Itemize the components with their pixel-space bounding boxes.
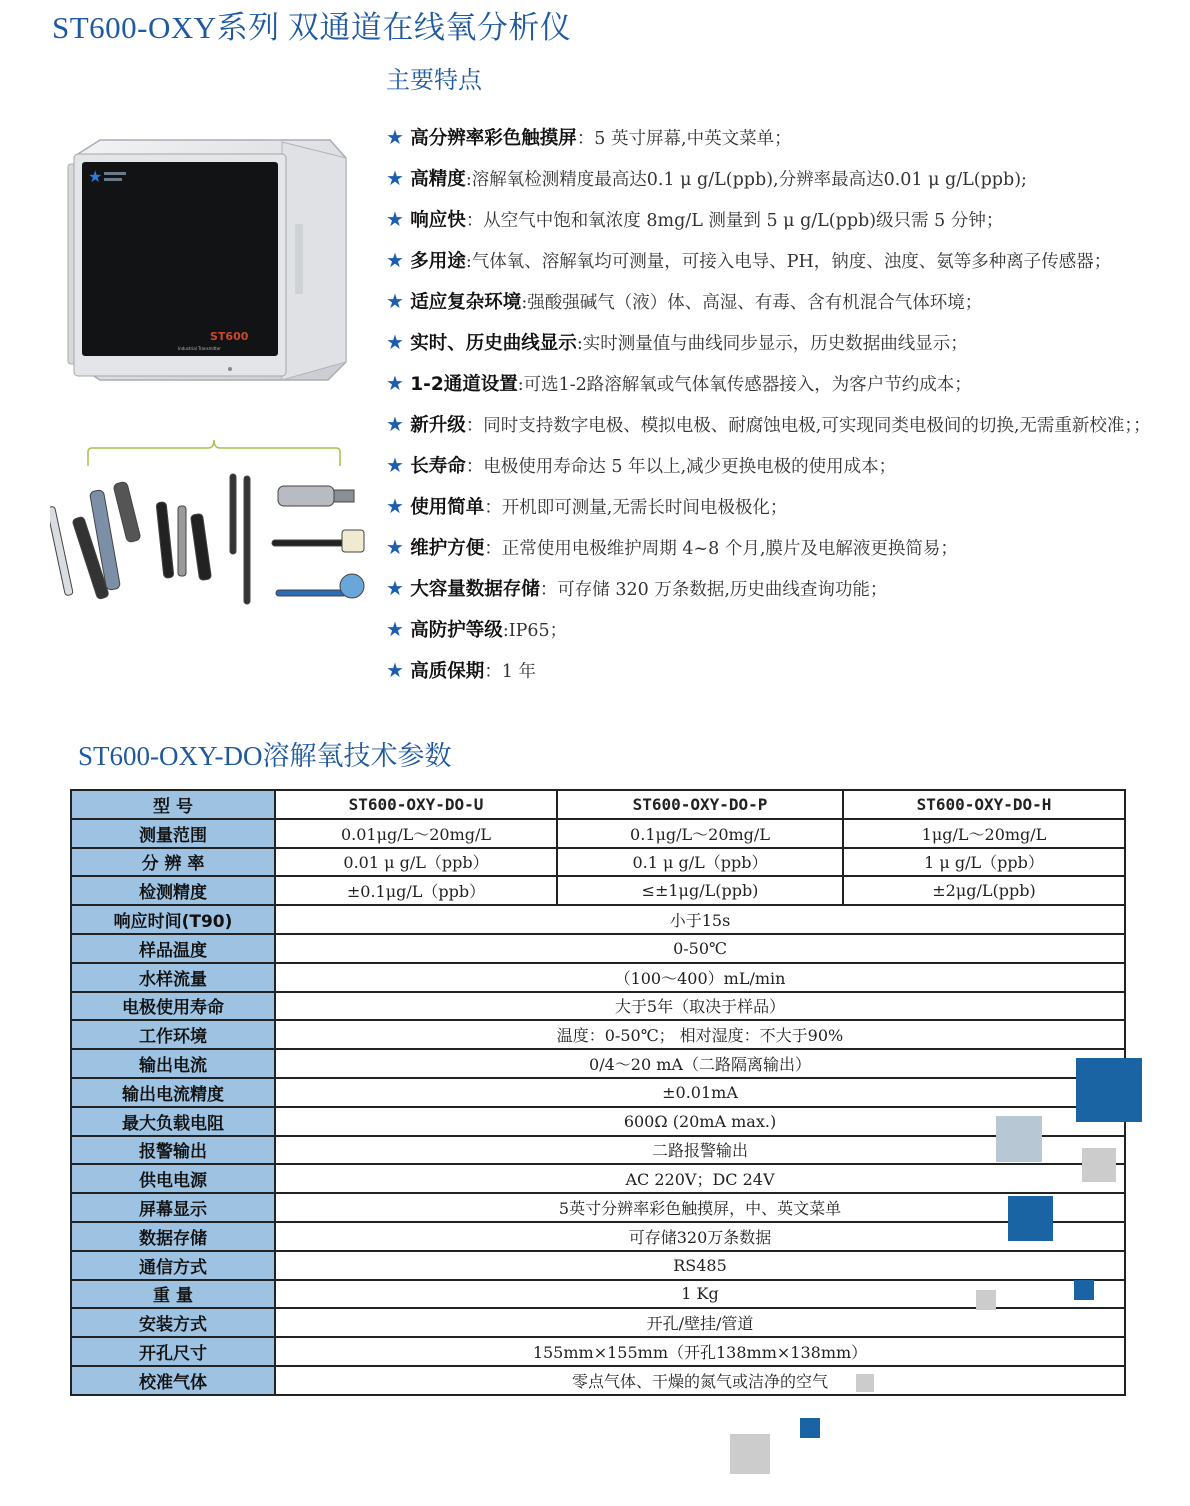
model-header: ST600-OXY-DO-U — [275, 790, 557, 819]
table-row — [71, 819, 1125, 848]
feature-item: ★ 大容量数据存储：可存储 320 万条数据,历史曲线查询功能； — [386, 576, 888, 600]
table-row — [71, 1308, 1125, 1337]
row-label: 供电电源 — [71, 1164, 275, 1193]
table-header-row — [71, 790, 1125, 819]
star-icon: ★ — [386, 412, 411, 436]
row-label: 输出电流 — [71, 1049, 275, 1078]
star-icon: ★ — [386, 535, 411, 559]
svg-text:Industrial Transmitter: Industrial Transmitter — [178, 346, 221, 351]
row-label: 水样流量 — [71, 963, 275, 992]
star-icon: ★ — [386, 166, 411, 190]
table-row — [71, 963, 1125, 992]
svg-text:ST600: ST600 — [210, 330, 249, 343]
table-row — [71, 934, 1125, 963]
cell-value: 大于5年（取决于样品） — [275, 992, 1125, 1021]
star-icon: ★ — [386, 453, 411, 477]
table-row — [71, 848, 1125, 877]
cell-value: ±2μg/L(ppb) — [843, 876, 1125, 905]
decor-square — [856, 1374, 874, 1392]
row-label: 重 量 — [71, 1280, 275, 1309]
star-icon: ★ — [386, 371, 411, 395]
row-label: 最大负载电阻 — [71, 1107, 275, 1136]
table-row — [71, 1164, 1125, 1193]
model-header: ST600-OXY-DO-H — [843, 790, 1125, 819]
decor-square — [1076, 1058, 1142, 1122]
table-row — [71, 1366, 1125, 1395]
cell-value: 600Ω (20mA max.) — [275, 1107, 1125, 1136]
cell-value: 0.1 μ g/L（ppb） — [557, 848, 843, 877]
model-header: ST600-OXY-DO-P — [557, 790, 843, 819]
page-title: ST600-OXY系列 双通道在线氧分析仪 — [52, 10, 572, 45]
feature-item: ★ 新升级：同时支持数字电极、模拟电极、耐腐蚀电极,可实现同类电极间的切换,无需重新校准；； — [386, 412, 1151, 436]
table-row — [71, 1020, 1125, 1049]
feature-list — [386, 118, 1176, 692]
feature-item: ★ 适应复杂环境:强酸强碱气（液）体、高湿、有毒、含有机混合气体环境； — [386, 289, 983, 313]
decor-square — [1008, 1196, 1053, 1241]
star-icon: ★ — [386, 494, 411, 518]
decor-square — [730, 1434, 770, 1474]
features-heading: 主要特点 — [386, 66, 482, 94]
table-row — [71, 1136, 1125, 1165]
cell-value: 小于15s — [275, 905, 1125, 934]
row-label: 开孔尺寸 — [71, 1337, 275, 1366]
cell-value: ±0.1μg/L（ppb） — [275, 876, 557, 905]
star-icon: ★ — [386, 576, 411, 600]
cell-value: 0/4～20 mA（二路隔离输出） — [275, 1049, 1125, 1078]
cell-value: 1 Kg — [275, 1280, 1125, 1309]
row-label: 屏幕显示 — [71, 1193, 275, 1222]
table-row — [71, 905, 1125, 934]
row-label: 数据存储 — [71, 1222, 275, 1251]
cell-value: ±0.01mA — [275, 1078, 1125, 1107]
decor-square — [976, 1290, 996, 1310]
feature-item: ★ 高精度:溶解氧检测精度最高达0.1 μ g/L(ppb),分辨率最高达0.01 μ g/L(ppb); — [386, 166, 1027, 190]
table-row — [71, 1280, 1125, 1309]
table-row — [71, 1107, 1125, 1136]
row-label: 测量范围 — [71, 819, 275, 848]
cell-value: 1 μ g/L（ppb） — [843, 848, 1125, 877]
logo-star-icon: ★ — [88, 167, 103, 186]
cell-value: ≤±1μg/L(ppb) — [557, 876, 843, 905]
spec-section-title: ST600-OXY-DO溶解氧技术参数 — [78, 741, 452, 771]
feature-item: ★ 高分辨率彩色触摸屏：5 英寸屏幕,中英文菜单； — [386, 125, 792, 149]
star-icon: ★ — [386, 330, 411, 354]
cell-value: 开孔/壁挂/管道 — [275, 1308, 1125, 1337]
feature-item: ★ 高防护等级:IP65； — [386, 617, 568, 641]
row-label: 通信方式 — [71, 1251, 275, 1280]
row-label: 输出电流精度 — [71, 1078, 275, 1107]
row-label: 型 号 — [71, 790, 275, 819]
analyzer-device-image — [60, 134, 350, 384]
cell-value: 0.1μg/L～20mg/L — [557, 819, 843, 848]
decor-square — [1074, 1280, 1094, 1300]
cell-value: 零点气体、干燥的氮气或洁净的空气 — [275, 1366, 1125, 1395]
row-label: 响应时间(T90) — [71, 905, 275, 934]
feature-item: ★ 长寿命：电极使用寿命达 5 年以上,减少更换电极的使用成本； — [386, 453, 897, 477]
row-label: 电极使用寿命 — [71, 992, 275, 1021]
feature-item: ★ 实时、历史曲线显示:实时测量值与曲线同步显示，历史数据曲线显示； — [386, 330, 968, 354]
feature-item: ★ 高质保期：1 年 — [386, 658, 537, 682]
sensor-electrodes-image — [50, 466, 370, 616]
cell-value: 二路报警输出 — [275, 1136, 1125, 1165]
cell-value: 0.01 μ g/L（ppb） — [275, 848, 557, 877]
feature-item: ★ 1-2通道设置:可选1-2路溶解氧或气体氧传感器接入，为客户节约成本； — [386, 371, 972, 395]
star-icon: ★ — [386, 248, 411, 272]
decor-square — [800, 1418, 820, 1438]
cell-value: RS485 — [275, 1251, 1125, 1280]
cell-value: （100～400）mL/min — [275, 963, 1125, 992]
cell-value: 可存储320万条数据 — [275, 1222, 1125, 1251]
table-row — [71, 1337, 1125, 1366]
table-row — [71, 1193, 1125, 1222]
table-row — [71, 992, 1125, 1021]
row-label: 样品温度 — [71, 934, 275, 963]
feature-item: ★ 使用简单：开机即可测量,无需长时间电极极化； — [386, 494, 788, 518]
star-icon: ★ — [386, 289, 411, 313]
row-label: 分 辨 率 — [71, 848, 275, 877]
feature-item: ★ 维护方便：正常使用电极维护周期 4~8 个月,膜片及电解液更换简易； — [386, 535, 958, 559]
table-row — [71, 1078, 1125, 1107]
row-label: 报警输出 — [71, 1136, 275, 1165]
cell-value: 1μg/L～20mg/L — [843, 819, 1125, 848]
decor-square — [1082, 1148, 1116, 1182]
star-icon: ★ — [386, 617, 411, 641]
cell-value: 0.01μg/L～20mg/L — [275, 819, 557, 848]
table-row — [71, 1049, 1125, 1078]
row-label: 安装方式 — [71, 1308, 275, 1337]
row-label: 工作环境 — [71, 1020, 275, 1049]
cell-value: 0-50℃ — [275, 934, 1125, 963]
decor-square — [996, 1116, 1042, 1162]
bracket-divider — [86, 436, 342, 468]
feature-item: ★ 多用途:气体氧、溶解氧均可测量，可接入电导、PH，钠度、浊度、氨等多种离子传感器； — [386, 248, 1112, 272]
row-label: 检测精度 — [71, 876, 275, 905]
cell-value: 5英寸分辨率彩色触摸屏，中、英文菜单 — [275, 1193, 1125, 1222]
feature-item: ★ 响应快：从空气中饱和氧浓度 8mg/L 测量到 5 μ g/L(ppb)级只需 5 分钟； — [386, 207, 1004, 231]
star-icon: ★ — [386, 658, 411, 682]
star-icon: ★ — [386, 125, 411, 149]
cell-value: 155mm×155mm（开孔138mm×138mm） — [275, 1337, 1125, 1366]
cell-value: AC 220V；DC 24V — [275, 1164, 1125, 1193]
table-row — [71, 1251, 1125, 1280]
table-row — [71, 1222, 1125, 1251]
cell-value: 温度：0-50℃； 相对湿度：不大于90% — [275, 1020, 1125, 1049]
star-icon: ★ — [386, 207, 411, 231]
table-row — [71, 876, 1125, 905]
row-label: 校准气体 — [71, 1366, 275, 1395]
spec-table — [70, 789, 1126, 1396]
